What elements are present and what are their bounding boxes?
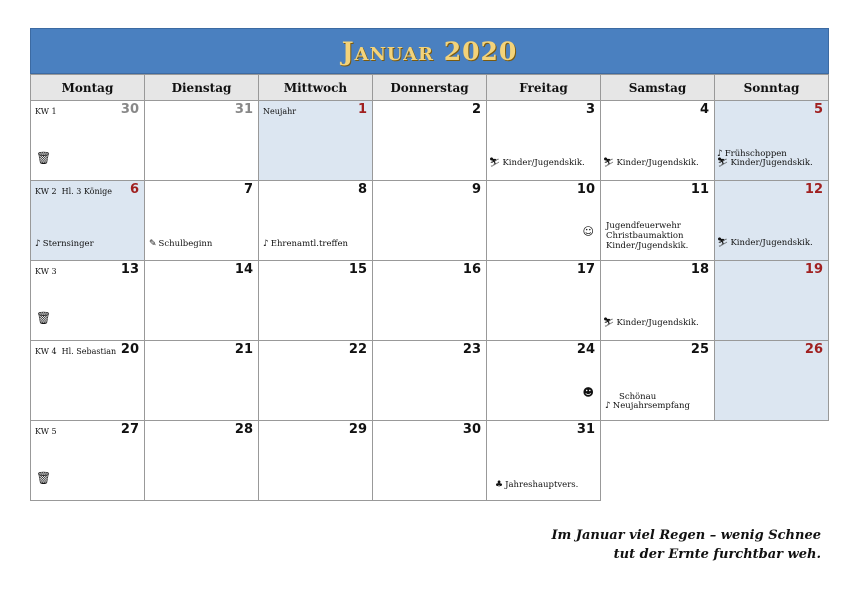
week-row	[31, 341, 829, 421]
music-note-icon: ♪	[605, 401, 611, 411]
day-number: 25	[690, 342, 709, 357]
day-number: 23	[462, 342, 481, 357]
holiday-label: Neujahr	[263, 107, 297, 116]
event: Schönau	[619, 392, 657, 402]
day-cell[interactable]	[259, 261, 373, 341]
day-cell[interactable]	[373, 341, 487, 421]
day-cell[interactable]	[373, 181, 487, 261]
pencil-icon: ✎	[149, 239, 157, 249]
weekday-header: Mittwoch	[259, 75, 373, 101]
day-cell[interactable]	[259, 101, 373, 181]
event: ⛷ Kinder/Jugendskik.	[717, 158, 813, 168]
day-cell[interactable]	[487, 341, 601, 421]
weekday-header: Samstag	[601, 75, 715, 101]
garbage-bin-icon: 🗑	[36, 311, 52, 325]
moon-phase-icon: ☺	[582, 225, 594, 238]
day-cell[interactable]	[145, 261, 259, 341]
weekday-header: Donnerstag	[373, 75, 487, 101]
day-number: 27	[120, 422, 139, 437]
day-cell[interactable]	[601, 341, 715, 421]
day-cell[interactable]	[145, 181, 259, 261]
day-number: 22	[348, 342, 367, 357]
weekday-header: Dienstag	[145, 75, 259, 101]
event: Christbaumaktion	[606, 231, 684, 241]
day-number: 19	[804, 262, 823, 277]
event: ⛷ Kinder/Jugendskik.	[717, 238, 813, 248]
day-cell[interactable]	[373, 421, 487, 501]
day-number: 17	[576, 262, 595, 277]
day-number: 30	[462, 422, 481, 437]
weekday-header: Sonntag	[715, 75, 829, 101]
day-cell[interactable]	[601, 101, 715, 181]
day-number: 30	[120, 102, 139, 117]
day-cell[interactable]	[601, 181, 715, 261]
day-cell[interactable]	[31, 341, 145, 421]
week-number: KW 2 Hl. 3 Könige	[35, 187, 113, 196]
day-number: 6	[129, 182, 139, 197]
event: ♪ Neujahrsempfang	[605, 401, 690, 411]
music-note-icon: ♪	[35, 239, 41, 249]
empty-cell	[601, 421, 715, 501]
day-cell[interactable]	[715, 101, 829, 181]
event: ♪ Frühschoppen	[717, 149, 787, 159]
saint-day-label: Hl. Sebastian	[61, 347, 117, 356]
day-cell[interactable]	[487, 261, 601, 341]
week-row	[31, 261, 829, 341]
day-number: 20	[120, 342, 139, 357]
day-number: 28	[234, 422, 253, 437]
day-number: 29	[348, 422, 367, 437]
day-cell[interactable]	[715, 181, 829, 261]
event: ♣ Jahreshauptvers.	[495, 480, 579, 490]
day-cell[interactable]	[259, 181, 373, 261]
day-cell[interactable]	[373, 101, 487, 181]
moon-phase-icon: ☻	[582, 386, 594, 399]
day-number: 14	[234, 262, 253, 277]
event: ♪ Ehrenamtl.treffen	[263, 239, 349, 249]
day-number: 31	[576, 422, 595, 437]
week-number: KW 5	[35, 427, 57, 436]
day-cell[interactable]	[487, 181, 601, 261]
empty-cell	[715, 421, 829, 501]
day-cell[interactable]	[31, 101, 145, 181]
club-icon: ♣	[495, 480, 504, 490]
week-row	[31, 421, 829, 501]
event: ⛷ Kinder/Jugendskik.	[603, 158, 699, 168]
day-number: 12	[804, 182, 823, 197]
day-number: 16	[462, 262, 481, 277]
day-number: 21	[234, 342, 253, 357]
day-cell[interactable]	[145, 341, 259, 421]
day-cell[interactable]	[145, 101, 259, 181]
day-cell[interactable]	[259, 421, 373, 501]
garbage-bin-icon: 🗑	[36, 471, 52, 485]
day-number: 15	[348, 262, 367, 277]
event: ⛷ Kinder/Jugendskik.	[603, 318, 699, 328]
day-cell[interactable]	[145, 421, 259, 501]
weekday-header: Freitag	[487, 75, 601, 101]
event: ✎ Schulbeginn	[149, 239, 213, 249]
day-number: 10	[576, 182, 595, 197]
week-row	[31, 181, 829, 261]
skier-icon: ⛷	[603, 318, 615, 328]
skier-icon: ⛷	[717, 158, 729, 168]
month-title: Januar 2020	[341, 36, 518, 66]
day-number: 1	[357, 102, 367, 117]
event: Kinder/Jugendskik.	[606, 241, 689, 251]
event: Jugendfeuerwehr	[606, 221, 681, 231]
day-cell[interactable]	[31, 421, 145, 501]
day-number: 7	[243, 182, 253, 197]
month-banner	[30, 28, 829, 74]
week-number: KW 4 Hl. Sebastian	[35, 347, 117, 356]
day-cell[interactable]	[487, 101, 601, 181]
day-number: 2	[471, 102, 481, 117]
day-cell[interactable]	[601, 261, 715, 341]
week-number: KW 3	[35, 267, 57, 276]
proverb-line: Im Januar viel Regen – wenig Schnee	[551, 528, 821, 543]
week-number: KW 1	[35, 107, 57, 116]
day-number: 18	[690, 262, 709, 277]
day-number: 31	[234, 102, 253, 117]
calendar-grid	[30, 74, 829, 501]
day-cell[interactable]	[259, 341, 373, 421]
music-note-icon: ♪	[263, 239, 269, 249]
proverb-line: tut der Ernte furchtbar weh.	[613, 547, 821, 562]
day-number: 13	[120, 262, 139, 277]
day-cell[interactable]	[31, 181, 145, 261]
skier-icon: ⛷	[717, 238, 729, 248]
skier-icon: ⛷	[489, 158, 501, 168]
saint-day-label: Hl. 3 Könige	[61, 187, 113, 196]
event: ⛷ Kinder/Jugendskik.	[489, 158, 585, 168]
day-number: 4	[699, 102, 709, 117]
day-number: 9	[471, 182, 481, 197]
skier-icon: ⛷	[603, 158, 615, 168]
weather-proverb	[551, 526, 821, 564]
day-number: 5	[813, 102, 823, 117]
event: ♪ Sternsinger	[35, 239, 94, 249]
day-cell[interactable]	[715, 261, 829, 341]
garbage-bin-icon: 🗑	[36, 151, 52, 165]
weekday-header-row	[31, 75, 829, 101]
day-cell[interactable]	[31, 261, 145, 341]
day-number: 3	[585, 102, 595, 117]
day-number: 8	[357, 182, 367, 197]
day-cell[interactable]	[715, 341, 829, 421]
day-number: 26	[804, 342, 823, 357]
music-note-icon: ♪	[717, 149, 723, 159]
day-number: 24	[576, 342, 595, 357]
weekday-header: Montag	[31, 75, 145, 101]
day-number: 11	[690, 182, 709, 197]
week-row	[31, 101, 829, 181]
day-cell[interactable]	[373, 261, 487, 341]
day-cell[interactable]	[487, 421, 601, 501]
